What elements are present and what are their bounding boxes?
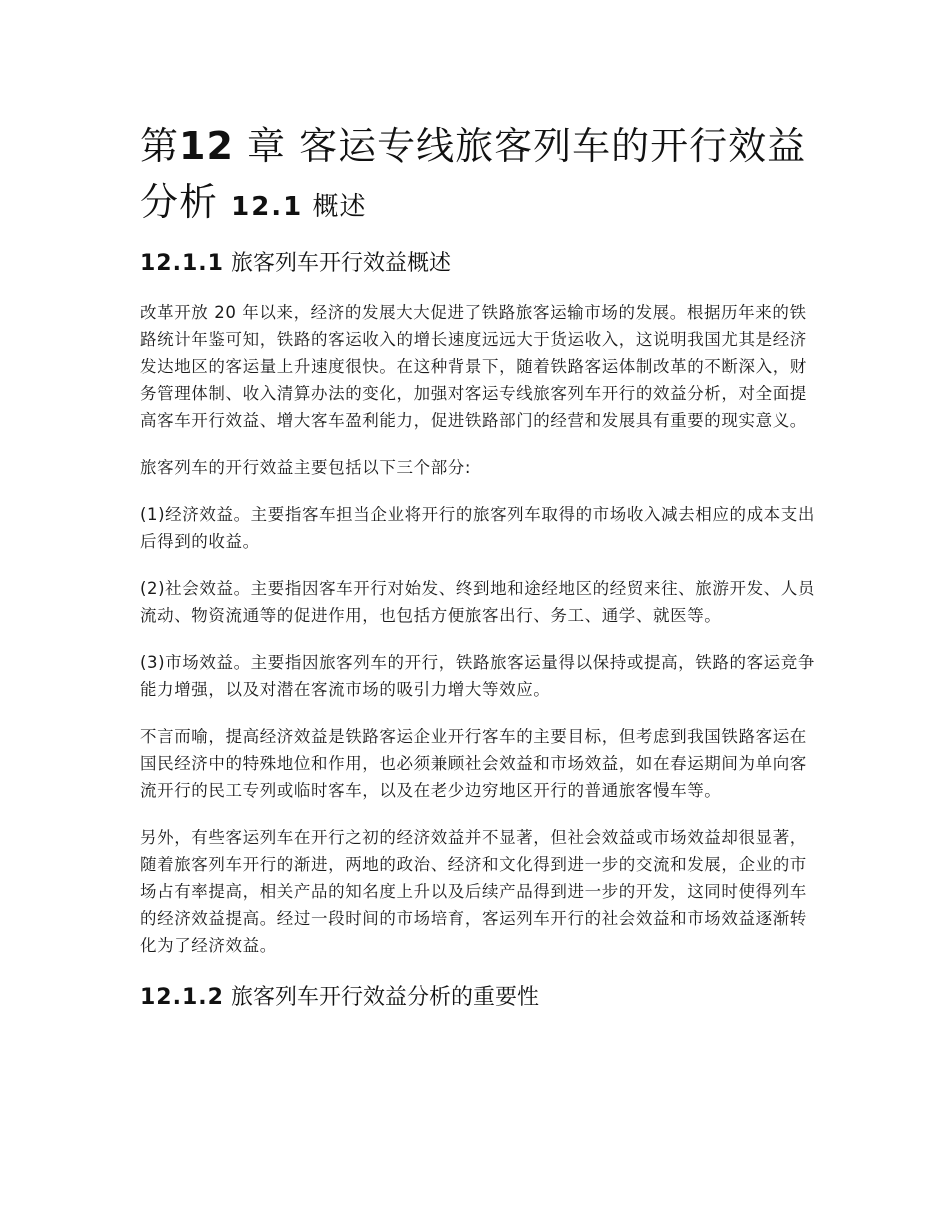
chapter-title <box>140 118 820 235</box>
paragraph-market-benefit: (3)市场效益。主要指因旅客列车的开行，铁路旅客运量得以保持或提高，铁路的客运竞争能力增强，以及对潜在客流市场的吸引力增大等效应。 <box>140 653 815 699</box>
section-number: 12.1 <box>231 192 304 222</box>
paragraph-conversion: 另外，有些客运列车在开行之初的经济效益并不显著，但社会效益或市场效益却很显著，随着旅客列车开行的渐进，两地的政治、经济和文化得到进一步的交流和发展，企业的市场占有率提高，相关产品的知名度上升以及后续产品得到进一步的开发，这同时使得列车的经济效益提高。经过一段时间的市场培育，客运列车开行的社会效益和市场效益逐渐转化为了经济效益。 <box>140 828 807 955</box>
paragraph-intro: 改革开放 20 年以来，经济的发展大大促进了铁路旅客运输市场的发展。根据历年来的铁路统计年鉴可知，铁路的客运收入的增长速度远远大于货运收入，这说明我国尤其是经济发达地区的客运量上升速度很快。在这种背景下，随着铁路客运体制改革的不断深入，财务管理体制、收入清算办法的变化，加强对客运专线旅客列车开行的效益分析，对全面提高客车开行效益、增大客车盈利能力，促进铁路部门的经营和发展具有重要的现实意义。 <box>140 303 807 430</box>
chapter-title-text: 章 客运专线旅客列车的开行效益分析 <box>140 124 807 224</box>
subsection-title: 旅客列车开行效益概述 <box>223 251 451 276</box>
document-page <box>140 118 820 1013</box>
section-title: 概述 <box>303 192 367 222</box>
chapter-number: 12 <box>179 124 234 168</box>
subsection-title: 旅客列车开行效益分析的重要性 <box>223 985 539 1010</box>
chapter-prefix: 第 <box>140 124 180 168</box>
subsection-heading-12-1-1 <box>140 249 820 279</box>
subsection-number: 12.1.2 <box>140 985 224 1010</box>
paragraph-social-benefit: (2)社会效益。主要指因客车开行对始发、终到地和途经地区的经贸来往、旅游开发、人员流动、物资流通等的促进作用，也包括方便旅客出行、务工、通学、就医等。 <box>140 579 815 625</box>
paragraph-benefits-lead: 旅客列车的开行效益主要包括以下三个部分: <box>140 458 472 477</box>
paragraph-main-goal: 不言而喻，提高经济效益是铁路客运企业开行客车的主要目标，但考虑到我国铁路客运在国民经济中的特殊地位和作用，也必须兼顾社会效益和市场效益，如在春运期间为单向客流开行的民工专列或临时客车，以及在老少边穷地区开行的普通旅客慢车等。 <box>140 727 807 800</box>
section-heading <box>231 192 366 222</box>
paragraph-economic-benefit: (1)经济效益。主要指客车担当企业将开行的旅客列车取得的市场收入减去相应的成本支出后得到的收益。 <box>140 505 815 551</box>
subsection-heading-12-1-2 <box>140 983 820 1013</box>
subsection-number: 12.1.1 <box>140 251 224 276</box>
